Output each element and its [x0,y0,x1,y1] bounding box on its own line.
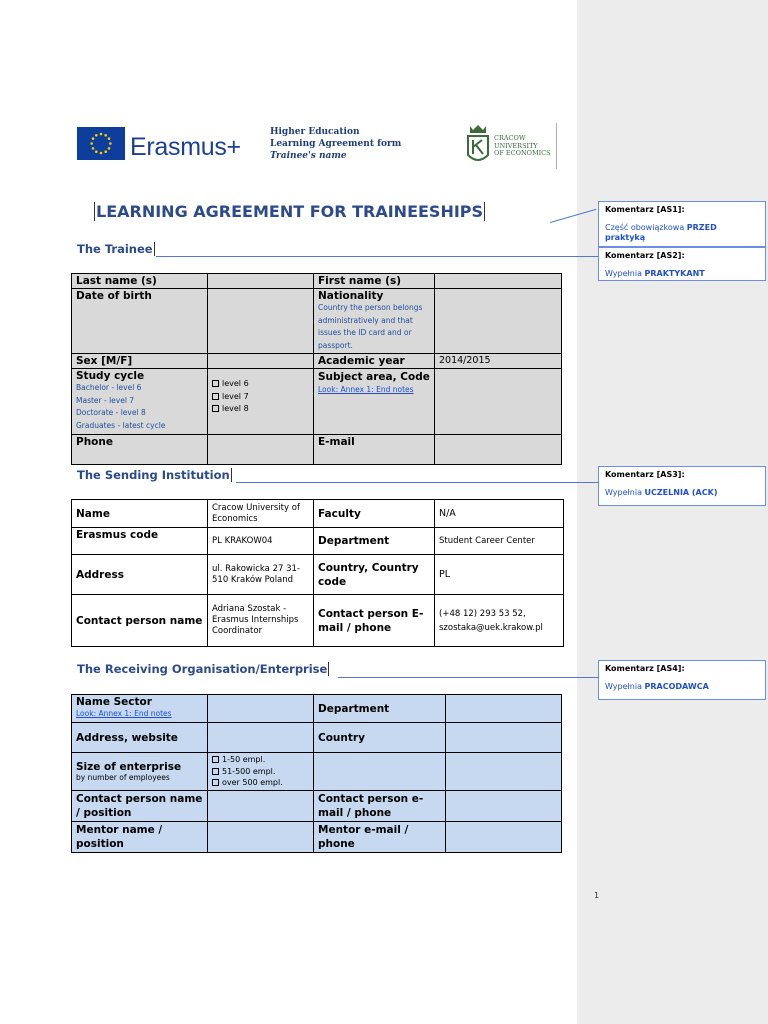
comment-author: Komentarz [AS4]: [605,664,685,673]
comment-connector-2 [156,256,598,257]
recv-contact-email-field[interactable] [446,791,562,822]
comment-pane [577,0,768,1024]
university-logo [465,123,555,167]
country-value[interactable]: PL [435,555,564,595]
comment-author: Komentarz [AS2]: [605,251,685,260]
header-divider [556,123,557,169]
cycle-bachelor: Bachelor - level 6 [76,383,142,392]
checkbox-icon[interactable] [212,405,219,412]
study-cycle-cell [72,369,208,435]
comment-connector-4 [338,677,598,678]
comment-text: Część obowiązkowa PRZED praktyką [605,223,717,242]
size-options [208,753,314,791]
page-number: 1 [594,891,600,900]
header-text [270,126,401,162]
erasmus-code-label: Erasmus code [72,528,208,555]
faculty-value[interactable]: N/A [435,500,564,528]
dob-field[interactable] [208,289,314,354]
comment-text: Wypełnia PRAKTYKANT [605,269,705,278]
cycle-graduates: Graduates - latest cycle [76,420,166,430]
recv-contact-email-label: Contact person e-mail / phone [314,791,446,822]
checkbox-icon[interactable] [212,779,219,786]
section-title-trainee: The Trainee [77,242,153,256]
level-7-option[interactable]: level 7 [212,391,309,404]
section-title-receiving: The Receiving Organisation/Enterprise [77,662,328,676]
size-option-1[interactable]: 1-50 empl. [212,754,309,766]
recv-address-field[interactable] [208,723,314,753]
academic-year-label: Academic year [314,354,435,369]
cycle-master: Master - level 7 [76,395,135,405]
faculty-label: Faculty [314,500,435,528]
recv-contact-label: Contact person name / position [72,791,208,822]
comment-as3[interactable] [598,466,766,506]
recv-department-field[interactable] [446,695,562,723]
mentor-field[interactable] [208,822,314,853]
receiving-organisation-table [71,694,562,853]
comment-text: Wypełnia PRACODAWCA [605,682,709,691]
last-name-label: Last name (s) [72,274,208,289]
phone-field[interactable] [208,435,314,465]
nationality-cell [314,289,435,354]
level-8-option[interactable]: level 8 [212,403,309,416]
department-value[interactable]: Student Career Center [435,528,564,555]
address-value[interactable]: ul. Rakowicka 27 31-510 Kraków Poland [208,555,314,595]
recv-contact-field[interactable] [208,791,314,822]
contact-person-value[interactable]: Adriana Szostak - Erasmus Internships Coordinator [208,595,314,647]
size-empty-2 [446,753,562,791]
sex-label: Sex [M/F] [72,354,208,369]
subject-cell [314,369,435,435]
recv-name-field[interactable] [208,695,314,723]
comment-text: Wypełnia UCZELNIA (ACK) [605,488,718,497]
department-label: Department [314,528,435,555]
dob-label: Date of birth [72,289,208,354]
nationality-note: Country the person belongs administratively and that issues the ID card and or passport. [318,303,423,350]
header-line-3: Trainee's name [270,151,347,161]
comment-author: Komentarz [AS1]: [605,205,685,214]
comment-as4[interactable] [598,660,766,700]
recv-address-label: Address, website [72,723,208,753]
university-emblem-icon [465,123,491,165]
recv-country-label: Country [314,723,446,753]
comment-as2[interactable] [598,247,766,281]
mentor-email-label: Mentor e-mail / phone [314,822,446,853]
first-name-field[interactable] [435,274,562,289]
academic-year-value[interactable]: 2014/2015 [435,354,562,369]
contact-person-label: Contact person name [72,595,208,647]
nationality-label: Nationality [318,290,384,302]
comment-author: Komentarz [AS3]: [605,470,685,479]
header-line-1: Higher Education [270,127,360,137]
size-cell [72,753,208,791]
contact-email-value[interactable]: (+48 12) 293 53 52, szostaka@uek.krakow.pl [435,595,564,647]
university-name: CRACOW UNIVERSITY OF ECONOMICS [494,134,551,157]
size-option-3[interactable]: over 500 empl. [212,777,309,789]
subject-annex-link[interactable]: Look: Annex 1: End notes [318,385,414,394]
country-label: Country, Country code [314,555,435,595]
page-title: LEARNING AGREEMENT FOR TRAINEESHIPS [96,202,484,221]
nationality-field[interactable] [435,289,562,354]
comment-connector-3 [236,482,598,483]
level-checkboxes [208,369,314,435]
study-cycle-label: Study cycle [76,370,145,382]
level-6-option[interactable]: level 6 [212,378,309,391]
last-name-field[interactable] [208,274,314,289]
checkbox-icon[interactable] [212,768,219,775]
checkbox-icon[interactable] [212,756,219,763]
recv-department-label: Department [314,695,446,723]
address-label: Address [72,555,208,595]
sending-institution-table [71,499,564,647]
size-note: by number of employees [76,772,170,782]
email-label: E-mail [314,435,435,465]
checkbox-icon[interactable] [212,393,219,400]
header-line-2: Learning Agreement form [270,139,402,149]
erasmus-logo-text: Erasmus+ [130,133,241,161]
recv-annex-link[interactable]: Look: Annex 1: End notes [76,709,172,718]
recv-name-cell [72,695,208,723]
mentor-email-field[interactable] [446,822,562,853]
recv-name-label: Name Sector [76,696,152,708]
erasmus-code-value[interactable]: PL KRAKOW04 [208,528,314,555]
sending-name-value[interactable]: Cracow University of Economics [208,500,314,528]
contact-email-label: Contact person E-mail / phone [314,595,435,647]
mentor-label: Mentor name / position [72,822,208,853]
comment-as1[interactable] [598,201,766,247]
size-label: Size of enterprise [76,760,182,773]
size-option-2[interactable]: 51-500 empl. [212,766,309,778]
email-field[interactable] [435,435,562,465]
size-empty-1 [314,753,446,791]
phone-label: Phone [72,435,208,465]
cycle-doctorate: Doctorate - level 8 [76,408,146,417]
subject-label: Subject area, Code [318,371,430,383]
section-title-sending: The Sending Institution [77,468,230,482]
first-name-label: First name (s) [314,274,435,289]
recv-country-field[interactable] [446,723,562,753]
eu-flag-icon [77,127,125,160]
sex-field[interactable] [208,354,314,369]
checkbox-icon[interactable] [212,380,219,387]
sending-name-label: Name [72,500,208,528]
subject-field[interactable] [435,369,562,435]
trainee-table [71,273,562,465]
